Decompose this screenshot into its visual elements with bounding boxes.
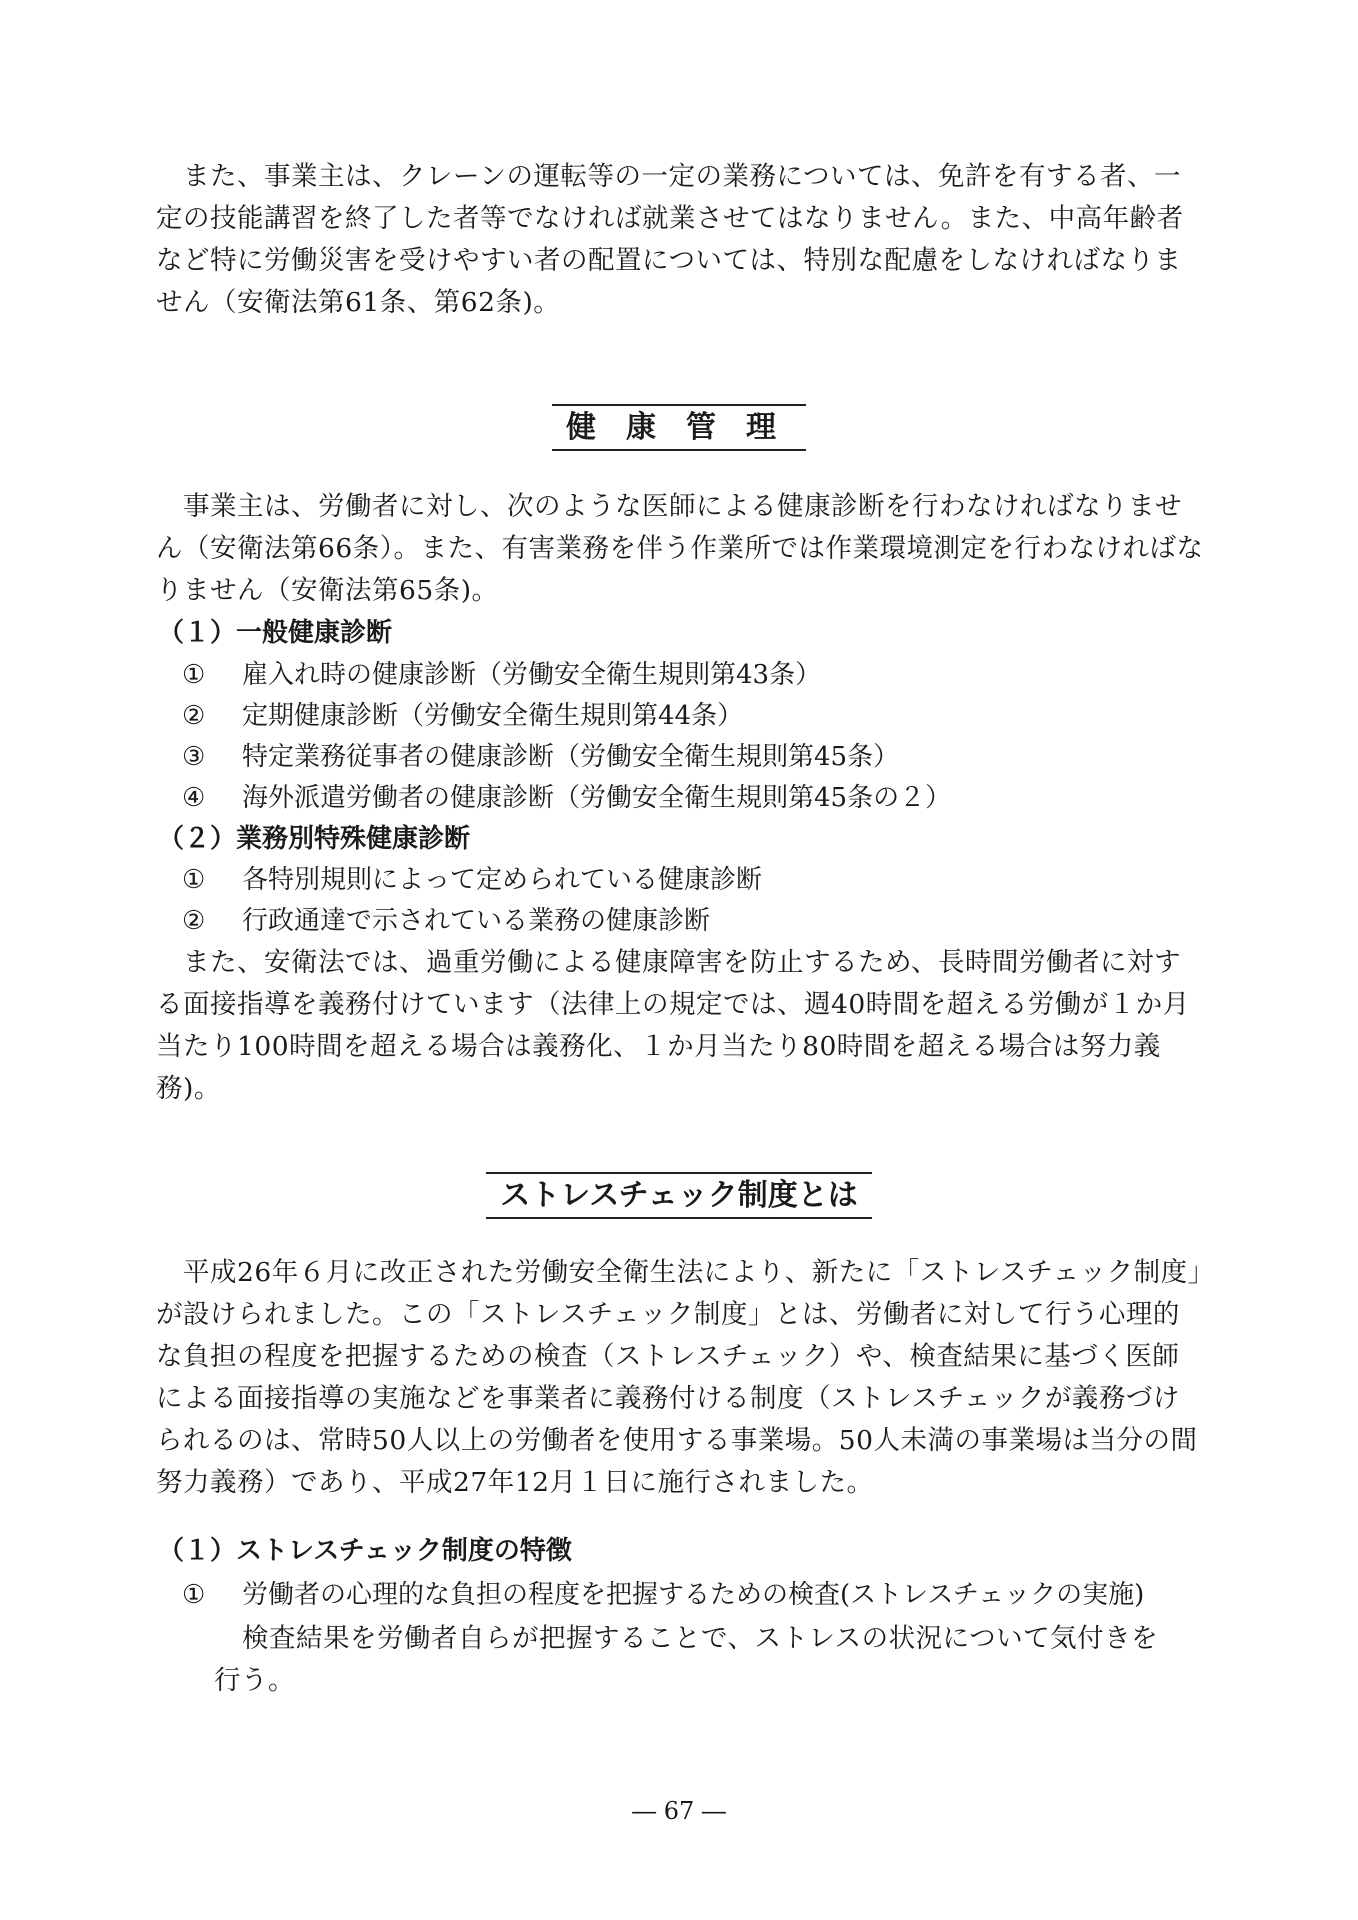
list-item: [182, 738, 899, 776]
intro-paragraph: また、事業主は、クレーンの運転等の一定の業務については、免許を有する者、一定の技能講習を終了した者等でなければ就業させてはなりません。また、中高年齢者など特に労働災害を受けやすい者の配置については、特別な配慮をしなければなりません（安衛法第61条、第62条)。: [156, 161, 1184, 318]
list-item-number: ④: [182, 783, 206, 813]
list-item-text: 定期健康診断（労働安全衛生規則第44条）: [242, 701, 744, 731]
page-number: ― 67 ―: [632, 1797, 726, 1825]
general-checkup-heading: （１）一般健康診断: [158, 618, 393, 648]
stress-check-features-heading: （１）ストレスチェック制度の特徴: [158, 1536, 572, 1566]
list-item-number: ②: [182, 906, 206, 936]
health-management-heading: [0, 404, 1358, 451]
list-item-text: 行政通達で示されている業務の健康診断: [242, 906, 711, 936]
list-item-text: 海外派遣労働者の健康診断（労働安全衛生規則第45条の２）: [242, 783, 952, 813]
list-item-continuation: 行う。: [214, 1665, 295, 1696]
health-management-heading-text: 健康管理: [552, 404, 806, 451]
special-checkup-heading: （２）業務別特殊健康診断: [158, 824, 471, 854]
list-item-text: 特定業務従事者の健康診断（労働安全衛生規則第45条）: [242, 742, 900, 772]
overwork-paragraph: また、安衛法では、過重労働による健康障害を防止するため、長時間労働者に対する面接指導を義務付けています（法律上の規定では、週40時間を超える労働が１か月当たり100時間を超える場合は義務化、１か月当たり80時間を超える場合は努力義務)。: [156, 947, 1190, 1104]
list-item: [182, 1576, 1144, 1614]
stress-check-paragraph: 平成26年６月に改正された労働安全衛生法により、新たに「ストレスチェック制度」が設けられました。この「ストレスチェック制度」とは、労働者に対して行う心理的な負担の程度を把握するための検査（ストレスチェック）や、検査結果に基づく医師による面接指導の実施などを事業者に義務付ける制度（ストレスチェックが義務づけられるのは、常時50人以上の労働者を使用する事業場。50人未満の事業場は当分の間努力義務）であり、平成27年12月１日に施行されました。: [156, 1257, 1202, 1498]
list-item-number: ①: [182, 865, 206, 895]
list-item-text: 雇入れ時の健康診断（労働安全衛生規則第43条）: [242, 660, 822, 690]
list-item-continuation: 検査結果を労働者自らが把握することで、ストレスの状況について気付きを: [242, 1623, 1159, 1654]
list-item: [182, 656, 821, 694]
list-item-number: ②: [182, 701, 206, 731]
list-item: [182, 779, 951, 817]
list-item-number: ①: [182, 1580, 206, 1610]
list-item-text: 各特別規則によって定められている健康診断: [242, 865, 763, 895]
list-item-text: 労働者の心理的な負担の程度を把握するための検査(ストレスチェックの実施): [242, 1580, 1145, 1610]
list-item: [182, 697, 743, 735]
health-intro-paragraph: 事業主は、労働者に対し、次のような医師による健康診断を行わなければなりません（安衛法第66条）。また、有害業務を伴う作業所では作業環境測定を行わなければなりません（安衛法第65条)。: [156, 491, 1204, 606]
list-item-number: ③: [182, 742, 206, 772]
stress-check-heading-text: ストレスチェック制度とは: [486, 1172, 872, 1219]
list-item-number: ①: [182, 660, 206, 690]
list-item: [182, 902, 710, 940]
stress-check-heading: [0, 1172, 1358, 1219]
list-item: [182, 861, 762, 899]
